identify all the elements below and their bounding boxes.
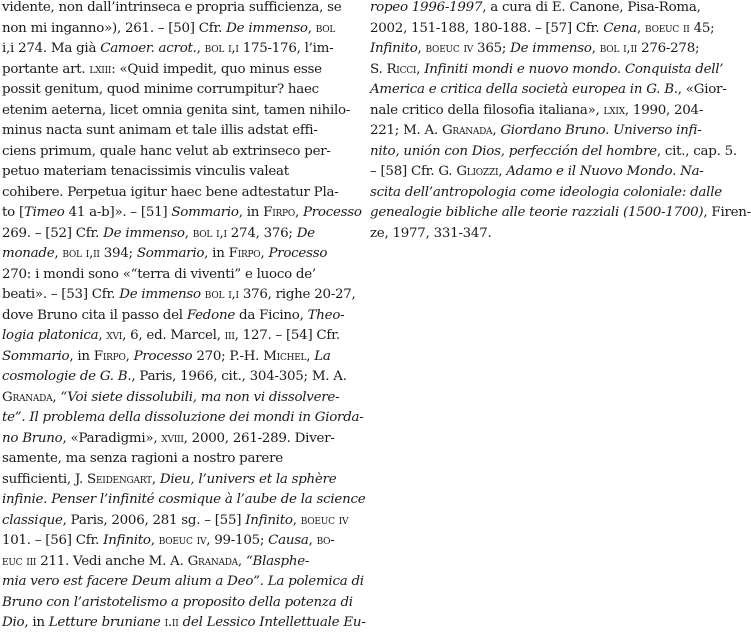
text-run: lxiii: [89, 61, 112, 77]
text-run: ropeo 1996-1997: [370, 0, 483, 15]
text-line: [370, 60, 724, 81]
text-line: [2, 244, 358, 265]
text-line: [2, 388, 358, 409]
text-run: boeuc iv: [300, 512, 349, 528]
text-run: 211. Vedi anche M. A.: [36, 553, 188, 569]
text-run: 2002, 151-188, 180-188. – [57] Cfr.: [370, 20, 604, 36]
text-run: Causa: [268, 533, 309, 548]
footnotes-right-column: [370, 0, 751, 244]
text-run: Dio: [2, 615, 25, 630]
text-run: Processo: [133, 348, 193, 364]
text-line: [2, 162, 358, 183]
text-run: ,: [294, 205, 303, 220]
text-line: [370, 224, 700, 245]
text-run: “Blasphe-: [245, 553, 310, 569]
text-line: [370, 0, 700, 19]
text-run: 41 a-b]». – [51]: [64, 205, 172, 220]
text-run: , a cura di E. Canone, Pisa-Roma,: [482, 0, 701, 15]
text-line: [2, 39, 358, 60]
text-run: Firpo: [93, 348, 126, 364]
text-run: , in: [69, 348, 94, 364]
text-run: ,: [498, 164, 507, 179]
text-run: Bruno con l’aristotelismo a proposito della potenza di: [2, 594, 353, 610]
text-run: monade: [2, 246, 55, 261]
text-run: ,: [151, 471, 160, 487]
text-run: no Bruno: [2, 430, 63, 446]
text-run: ,: [591, 41, 600, 56]
text-run: 274, 376;: [226, 225, 297, 241]
text-run: S.: [370, 61, 387, 77]
text-line: [2, 552, 358, 573]
text-line: [370, 162, 704, 183]
text-run: , 6, ed. Marcel,: [122, 328, 225, 343]
text-line: [2, 142, 358, 163]
text-run: infinie. Penser l’infinité cosmique à l’aube de la science: [2, 492, 366, 507]
text-line: [2, 367, 358, 388]
text-line: [2, 449, 358, 470]
text-run: , 127. – [54] Cfr.: [234, 328, 340, 343]
text-run: 175-176, l’im-: [238, 41, 334, 56]
text-run: La: [314, 348, 331, 364]
text-run: Infinito: [370, 41, 418, 56]
text-run: De immenso: [119, 287, 201, 302]
text-run: 365;: [473, 41, 511, 56]
text-run: America e critica della società europea in G. B.: [370, 82, 678, 97]
text-run: ,: [306, 348, 315, 364]
text-run: ,: [416, 61, 425, 77]
text-line: [370, 101, 704, 122]
text-line: [2, 613, 366, 634]
text-run: xviii: [161, 430, 184, 446]
text-run: , 99-105;: [206, 533, 269, 548]
text-run: Infinito: [103, 533, 151, 548]
text-line: [2, 306, 358, 327]
text-run: , in: [204, 246, 229, 261]
text-line: [2, 183, 358, 204]
text-run: De immenso: [510, 41, 592, 56]
text-run: Firpo: [228, 246, 261, 261]
text-run: Processo: [268, 246, 328, 261]
text-run: Dieu, l’univers et la sphère: [159, 471, 337, 487]
text-run: 270: i mondi sono «“terra di viventi” e luoco de’: [2, 266, 316, 282]
text-line: [2, 593, 358, 614]
text-run: ,: [237, 553, 246, 569]
text-line: [370, 80, 727, 101]
text-run: ,: [308, 533, 317, 548]
text-line: [370, 39, 700, 60]
text-run: 276-278;: [637, 41, 700, 56]
text-run: Granada: [2, 389, 53, 405]
text-run: Michel: [263, 348, 307, 364]
text-line: [2, 265, 358, 286]
text-run: samente, ma senza ragioni a nostro parere: [2, 451, 283, 466]
text-run: 45;: [689, 20, 715, 36]
text-run: minus nacta sunt animam et tale illis adstat effi-: [2, 123, 318, 138]
text-line: [2, 408, 364, 429]
text-line: [2, 347, 358, 368]
text-run: , 2000, 261-289. Diver-: [183, 430, 335, 446]
text-run: Ricci: [386, 61, 417, 77]
text-run: bol i,ii: [62, 246, 100, 261]
text-run: dove Bruno cita il passo del: [2, 307, 187, 323]
text-line: [2, 224, 358, 245]
text-run: ,: [292, 512, 301, 528]
text-run: , cit., cap. 5.: [656, 143, 737, 159]
text-run: 270; P.-H.: [192, 348, 264, 364]
text-run: boeuc iv: [158, 533, 207, 548]
text-run: i,i 274. Ma già: [2, 41, 101, 56]
text-run: ,: [54, 246, 63, 261]
text-run: logia platonica: [2, 328, 99, 343]
text-run: bo-: [316, 533, 335, 548]
text-run: Giordano Bruno. Universo infi-: [500, 123, 702, 138]
text-run: te”. Il problema della dissoluzione dei mondi in Giorda-: [2, 410, 364, 425]
text-run: mia vero est facere Deum alium a Deo”. La polemica di: [2, 574, 364, 589]
text-run: boeuc ii: [645, 20, 690, 36]
text-line: [370, 142, 737, 163]
text-line: [2, 285, 358, 306]
text-run: 221; M. A.: [370, 123, 442, 138]
text-run: classique: [2, 512, 63, 528]
text-run: cosmologie de G. B.: [2, 369, 132, 384]
text-run: ,: [196, 41, 205, 56]
text-run: bol: [315, 20, 336, 36]
text-run: cohibere. Perpetua igitur haec bene adtestatur Pla-: [2, 184, 339, 200]
text-run: , «Paradigmi»,: [62, 430, 162, 446]
text-run: Firpo: [263, 205, 295, 220]
text-run: ,: [150, 533, 159, 548]
text-run: Camoer. acrot.: [100, 41, 197, 56]
text-run: boeuc iv: [425, 41, 474, 56]
text-run: scita dell’antropologia come ideologia coloniale: dalle: [370, 184, 722, 200]
text-line: [2, 470, 358, 491]
text-run: bol i,i: [204, 287, 239, 302]
text-run: non mi inganno»), 261. – [50] Cfr.: [2, 20, 227, 36]
text-line: [2, 572, 364, 593]
text-run: – [58] Cfr. G.: [370, 164, 457, 179]
text-run: 394;: [99, 246, 137, 261]
text-run: nale critico della filosofia italiana»,: [370, 102, 604, 118]
text-run: Fedone: [186, 307, 235, 323]
text-run: Infinito: [245, 512, 293, 528]
text-run: ,: [52, 389, 61, 405]
text-run: ,: [98, 328, 107, 343]
text-run: da Ficino,: [235, 307, 308, 323]
text-run: ,: [125, 348, 134, 364]
text-line: [370, 121, 700, 142]
text-run: ,: [637, 20, 646, 36]
text-run: , Paris, 2006, 281 sg. – [55]: [62, 512, 246, 528]
text-run: bol i,i: [204, 41, 239, 56]
text-run: , 1990, 204-: [624, 102, 704, 118]
text-run: i.ii: [164, 615, 179, 630]
text-run: portante art.: [2, 61, 90, 77]
text-run: Granada: [187, 553, 238, 569]
text-run: De: [296, 225, 315, 241]
text-run: ,: [417, 41, 426, 56]
text-line: [2, 80, 358, 101]
text-run: ,: [184, 225, 193, 241]
text-run: petuo materiam tenacissimis vinculis valeat: [2, 164, 289, 179]
text-line: [2, 60, 358, 81]
text-run: Sommario: [136, 246, 205, 261]
text-run: 376, righe 20-27,: [238, 287, 356, 302]
text-run: Adamo e il Nuovo Mondo. Na-: [506, 164, 704, 179]
text-line: [2, 429, 358, 450]
text-run: lxix: [603, 102, 625, 118]
text-run: ciens primum, quale hanc velut ab extrinseco per-: [2, 143, 331, 159]
text-run: De immenso: [226, 20, 308, 36]
text-run: bol i,ii: [599, 41, 638, 56]
text-line: [370, 183, 722, 204]
text-run: Infiniti mondi e nuovo mondo. Conquista dell’: [424, 61, 724, 77]
text-run: Sommario: [2, 348, 70, 364]
text-line: [370, 203, 751, 224]
text-run: ,: [492, 123, 501, 138]
text-run: 269. – [52] Cfr.: [2, 225, 104, 241]
text-run: “Voi siete dissolubili, ma non vi dissolvere-: [60, 389, 340, 405]
text-line: [2, 326, 358, 347]
text-line: [2, 531, 358, 552]
text-run: , in: [238, 205, 264, 220]
text-run: , Firen-: [703, 205, 751, 220]
text-run: De immenso: [103, 225, 185, 241]
text-run: Granada: [441, 123, 493, 138]
text-run: ze, 1977, 331-347.: [370, 225, 492, 241]
text-line: [2, 203, 362, 224]
text-run: , in: [24, 615, 49, 630]
text-run: xvi: [106, 328, 123, 343]
text-line: [2, 0, 358, 19]
text-run: sufficienti, J.: [2, 471, 88, 487]
text-run: , Paris, 1966, cit., 304-305; M. A.: [131, 369, 347, 384]
text-run: to [: [2, 205, 24, 220]
text-run: Sommario: [171, 205, 239, 220]
footnotes-left-column: [2, 0, 366, 634]
text-run: ,: [260, 246, 269, 261]
text-line: [2, 121, 358, 142]
text-run: etenim aeterna, licet omnia genita sint, tamen nihilo-: [2, 102, 351, 118]
text-run: Timeo: [23, 205, 65, 220]
text-line: [2, 101, 358, 122]
text-run: : «Quid impedit, quo minus esse: [111, 61, 322, 77]
text-run: iii: [224, 328, 235, 343]
text-run: vidente, non dall’intrinseca e propria sufficienza, se: [2, 0, 342, 15]
text-line: [2, 511, 358, 532]
text-run: bol i,i: [192, 225, 227, 241]
text-run: nito, unión con Dios, perfección del hombre: [370, 143, 657, 159]
text-run: , «Gior-: [677, 82, 727, 97]
text-line: [2, 19, 358, 40]
text-run: Processo: [302, 205, 362, 220]
text-run: Theo-: [307, 307, 345, 323]
text-run: Cena: [603, 20, 638, 36]
text-run: Gliozzi: [456, 164, 499, 179]
text-run: 101. – [56] Cfr.: [2, 533, 104, 548]
text-run: del Lessico Intellettuale Eu-: [182, 615, 366, 630]
text-run: euc iii: [2, 553, 37, 569]
text-line: [2, 490, 366, 511]
text-run: beati». – [53] Cfr.: [2, 287, 120, 302]
text-run: ,: [307, 20, 316, 36]
text-run: Seidengart: [87, 471, 152, 487]
text-run: possit genitum, quod minime corrumpitur? haec: [2, 82, 319, 97]
text-line: [370, 19, 715, 40]
text-run: Letture bruniane: [48, 615, 161, 630]
text-run: genealogie bibliche alle teorie razziali (1500-1700): [370, 205, 704, 220]
